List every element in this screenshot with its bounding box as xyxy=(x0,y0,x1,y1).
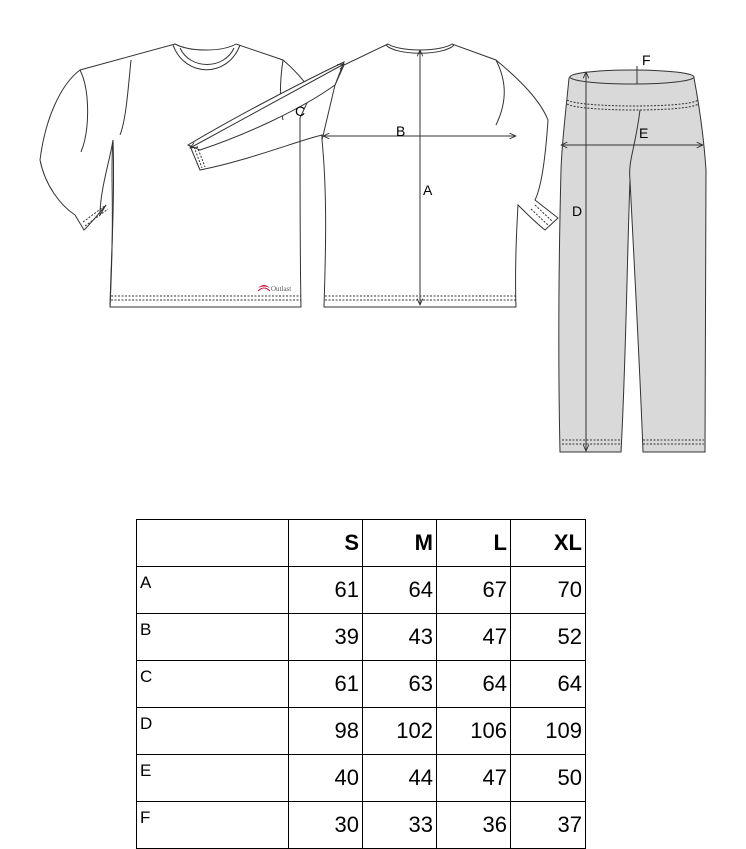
table-cell: 37 xyxy=(511,802,586,849)
label-f: F xyxy=(642,52,651,68)
table-cell: 64 xyxy=(437,661,511,708)
table-header-row xyxy=(137,520,586,567)
label-c: C xyxy=(295,103,306,119)
table-cell: 61 xyxy=(289,567,363,614)
label-b: B xyxy=(396,123,406,139)
label-a: A xyxy=(423,182,433,198)
table-cell: 106 xyxy=(437,708,511,755)
table-cell: 63 xyxy=(363,661,437,708)
table-cell: 47 xyxy=(437,755,511,802)
table-cell: 30 xyxy=(289,802,363,849)
table-cell: 36 xyxy=(437,802,511,849)
table-cell: 52 xyxy=(511,614,586,661)
pants xyxy=(559,70,706,452)
table-cell: 61 xyxy=(289,661,363,708)
table-cell: 43 xyxy=(363,614,437,661)
table-cell: 39 xyxy=(289,614,363,661)
row-label: F xyxy=(137,802,289,849)
table-cell: 50 xyxy=(511,755,586,802)
table-cell: 98 xyxy=(289,708,363,755)
label-d: D xyxy=(572,203,583,219)
header-cell-empty xyxy=(137,520,289,567)
table-row xyxy=(137,614,586,661)
table-row xyxy=(137,802,586,849)
shirt-front xyxy=(40,44,312,307)
table-row xyxy=(137,708,586,755)
table-cell: 64 xyxy=(511,661,586,708)
row-label: A xyxy=(137,567,289,614)
row-label: D xyxy=(137,708,289,755)
row-label: E xyxy=(137,755,289,802)
header-cell-xl: XL xyxy=(511,520,586,567)
table-cell: 70 xyxy=(511,567,586,614)
table-row xyxy=(137,567,586,614)
table-cell: 102 xyxy=(363,708,437,755)
table-cell: 109 xyxy=(511,708,586,755)
table-cell: 47 xyxy=(437,614,511,661)
row-label: C xyxy=(137,661,289,708)
table-cell: 67 xyxy=(437,567,511,614)
table-row xyxy=(137,661,586,708)
table-row xyxy=(137,755,586,802)
table-cell: 44 xyxy=(363,755,437,802)
table-cell: 33 xyxy=(363,802,437,849)
table-cell: 64 xyxy=(363,567,437,614)
size-table xyxy=(136,519,586,849)
brand-text: Outlast xyxy=(271,285,292,293)
header-cell-s: S xyxy=(289,520,363,567)
label-e: E xyxy=(639,125,649,141)
table-cell: 40 xyxy=(289,755,363,802)
header-cell-l: L xyxy=(437,520,511,567)
header-cell-m: M xyxy=(363,520,437,567)
row-label: B xyxy=(137,614,289,661)
